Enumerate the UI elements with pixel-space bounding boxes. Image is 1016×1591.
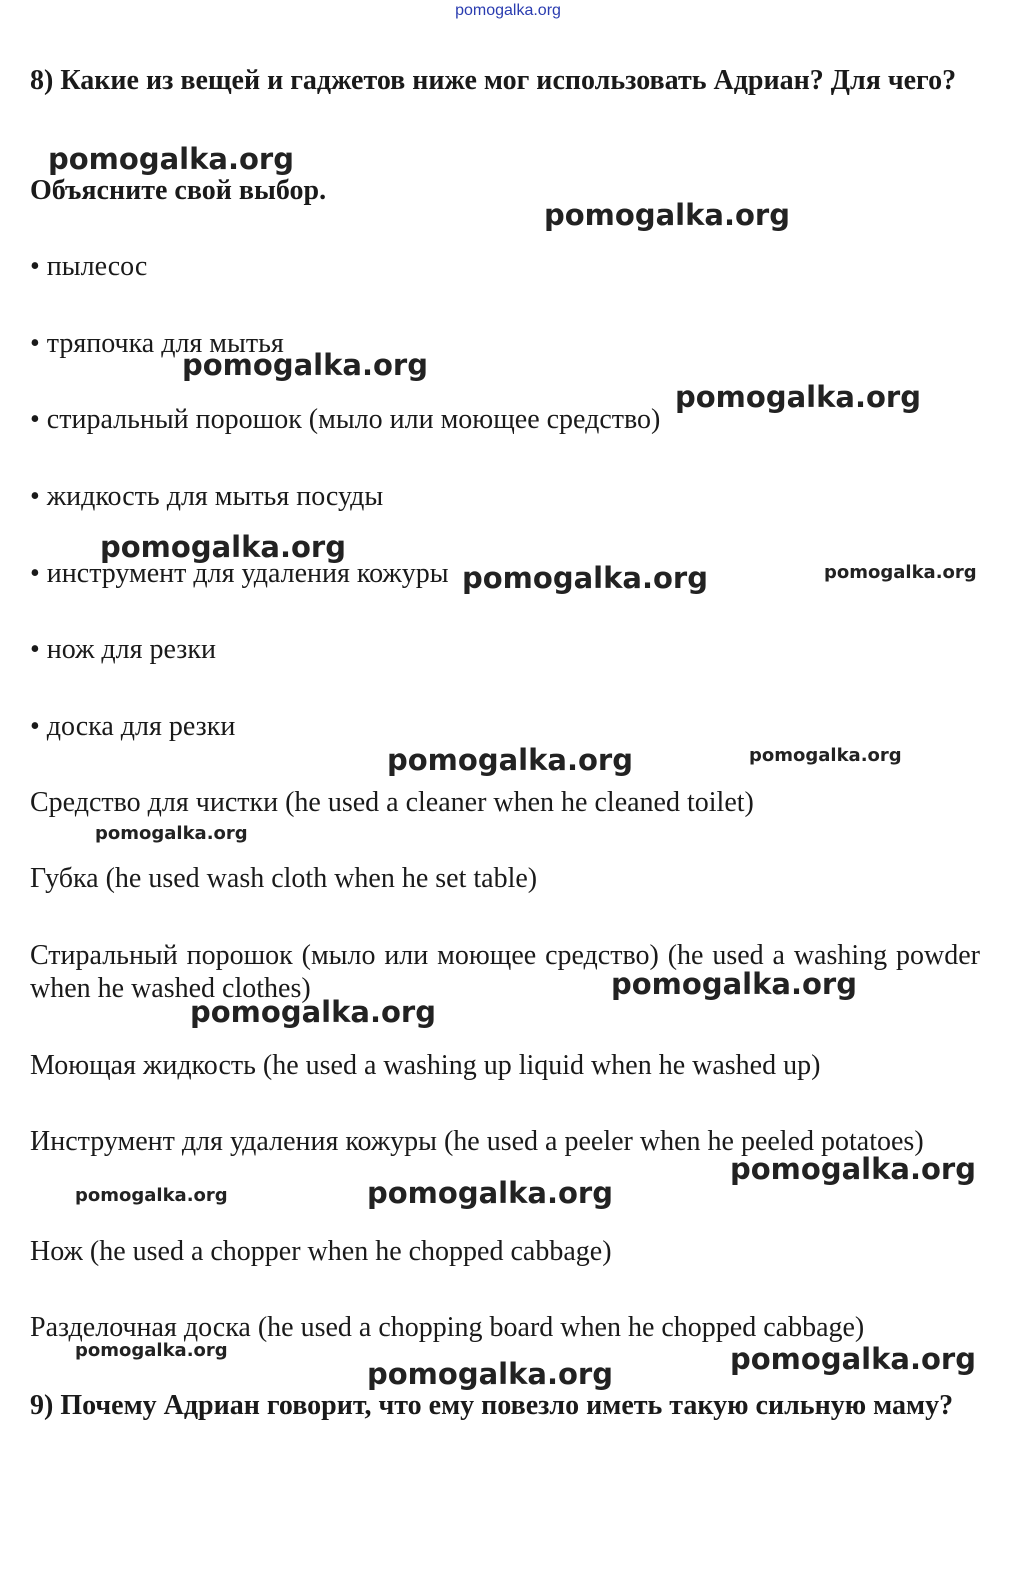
watermark: pomogalka.org: [824, 562, 977, 583]
watermark: pomogalka.org: [675, 380, 921, 414]
question-8-title: 8) Какие из вещей и гаджетов ниже мог использовать Адриан? Для чего?: [30, 65, 957, 96]
watermark: pomogalka.org: [95, 823, 248, 844]
watermark: pomogalka.org: [462, 561, 708, 595]
watermark: pomogalka.org: [367, 1357, 613, 1391]
list-item-washing-up-liquid: • жидкость для мытья посуды: [30, 481, 384, 512]
watermark: pomogalka.org: [730, 1342, 976, 1376]
list-item-washing-powder: • стиральный порошок (мыло или моющее средство): [30, 404, 661, 435]
list-item-wash-cloth: • тряпочка для мытья: [30, 328, 284, 359]
watermark: pomogalka.org: [100, 530, 346, 564]
answer-peeler: Инструмент для удаления кожуры (he used a peeler when he peeled potatoes): [30, 1126, 924, 1157]
question-9-title: 9) Почему Адриан говорит, что ему повезло иметь такую сильную маму?: [30, 1390, 954, 1421]
watermark: pomogalka.org: [182, 348, 428, 382]
site-link[interactable]: pomogalka.org: [455, 2, 561, 19]
watermark: pomogalka.org: [367, 1176, 613, 1210]
watermark: pomogalka.org: [190, 995, 436, 1029]
watermark: pomogalka.org: [730, 1152, 976, 1186]
list-item-knife: • нож для резки: [30, 634, 216, 665]
watermark: pomogalka.org: [75, 1185, 228, 1206]
watermark: pomogalka.org: [611, 967, 857, 1001]
watermark: pomogalka.org: [75, 1340, 228, 1361]
answer-washing-powder: Стиральный порошок (мыло или моющее средство) (he used a washing powder when he washed clothes): [30, 940, 980, 1004]
answer-chopping-board: Разделочная доска (he used a chopping board when he chopped cabbage): [30, 1312, 865, 1343]
watermark: pomogalka.org: [387, 743, 633, 777]
answer-washing-up-liquid: Моющая жидкость (he used a washing up liquid when he washed up): [30, 1050, 821, 1081]
list-item-vacuum: • пылесос: [30, 251, 148, 282]
list-item-board: • доска для резки: [30, 711, 236, 742]
list-item-peeler: • инструмент для удаления кожуры: [30, 558, 449, 589]
answer-knife: Нож (he used a chopper when he chopped cabbage): [30, 1236, 612, 1267]
watermark: pomogalka.org: [749, 745, 902, 766]
answer-cleaner: Средство для чистки (he used a cleaner when he cleaned toilet): [30, 787, 754, 818]
question-8-subtitle: Объясните свой выбор.: [30, 175, 327, 206]
watermark: pomogalka.org: [48, 142, 294, 176]
answer-sponge: Губка (he used wash cloth when he set table): [30, 863, 538, 894]
watermark: pomogalka.org: [544, 198, 790, 232]
